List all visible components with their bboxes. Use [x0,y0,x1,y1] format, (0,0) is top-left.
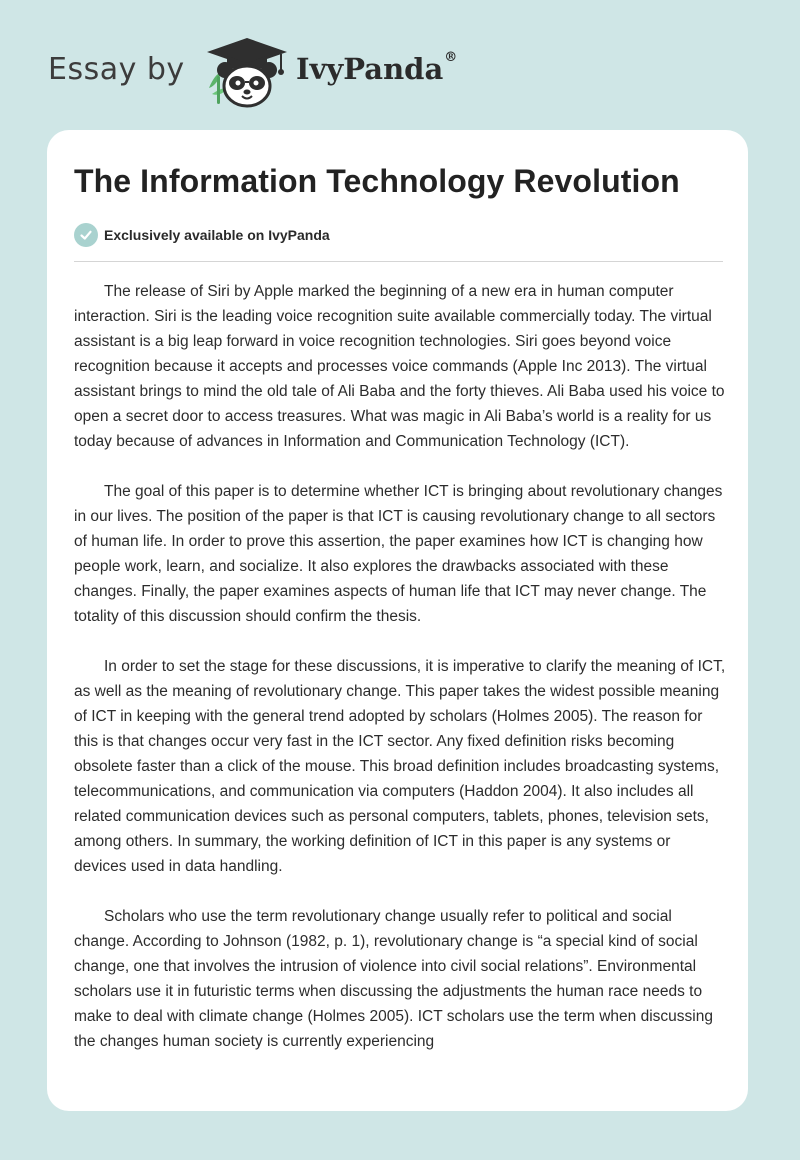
check-circle-icon [74,223,98,247]
brand-label: IvyPanda [296,52,444,86]
registered-mark: ® [444,50,458,65]
exclusive-label: Exclusively available on IvyPanda [104,227,330,243]
site-header [0,0,800,130]
paragraph-4: Scholars who use the term revolutionary change usually refer to political and social change. According to Johnson (1982, p. 1), revolutionary change is “a special kind of social change, one that involves the intrusion of violence into civil social relations”. Environmental scholars use it in futuristic terms when discussing the adjustments the human race needs to make to deal with climate change (Holmes 2005). ICT scholars use the term when discussing the changes human society is currently experiencing [74,908,713,1050]
page-title: The Information Technology Revolution [74,163,680,199]
divider [74,261,723,262]
article-body [74,279,726,1079]
article-card [47,130,748,1111]
paragraph-2: The goal of this paper is to determine whether ICT is bringing about revolutionary changes in our lives. The position of the paper is that ICT is causing revolutionary change to all sectors of human life. In order to prove this assertion, the paper examines how ICT is changing how people work, learn, and socialize. It also explores the drawbacks associated with these changes. Finally, the paper examines aspects of human life that ICT may never change. The totality of this discussion should confirm the thesis. [74,483,723,625]
essay-by-label: Essay by [48,52,185,87]
exclusive-badge [74,223,330,247]
brand-name[interactable] [296,52,457,86]
paragraph-1: The release of Siri by Apple marked the beginning of a new era in human computer interaction. Siri is the leading voice recognition suite available commercially today. The virtual assistant is a big leap forward in voice recognition technologies. Siri goes beyond voice recognition because it accepts and processes voice commands (Apple Inc 2013). The virtual assistant brings to mind the old tale of Ali Baba and the forty thieves. Ali Baba used his voice to open a secret door to access treasures. What was magic in Ali Baba’s world is a reality for us today because of advances in Information and Communication Technology (ICT). [74,283,725,450]
panda-graduate-logo-icon[interactable] [203,36,291,108]
paragraph-3: In order to set the stage for these discussions, it is imperative to clarify the meaning of ICT, as well as the meaning of revolutionary change. This paper takes the widest possible meaning of ICT in keeping with the general trend adopted by scholars (Holmes 2005). The reason for this is that changes occur very fast in the ICT sector. Any fixed definition risks becoming obsolete faster than a click of the mouse. This broad definition includes broadcasting systems, telecommunications, and communication via computers (Haddon 2004). It also includes all related communication devices such as personal computers, tablets, phones, television sets, among others. In summary, the working definition of ICT in this paper is any systems or devices used in data handling. [74,658,726,875]
